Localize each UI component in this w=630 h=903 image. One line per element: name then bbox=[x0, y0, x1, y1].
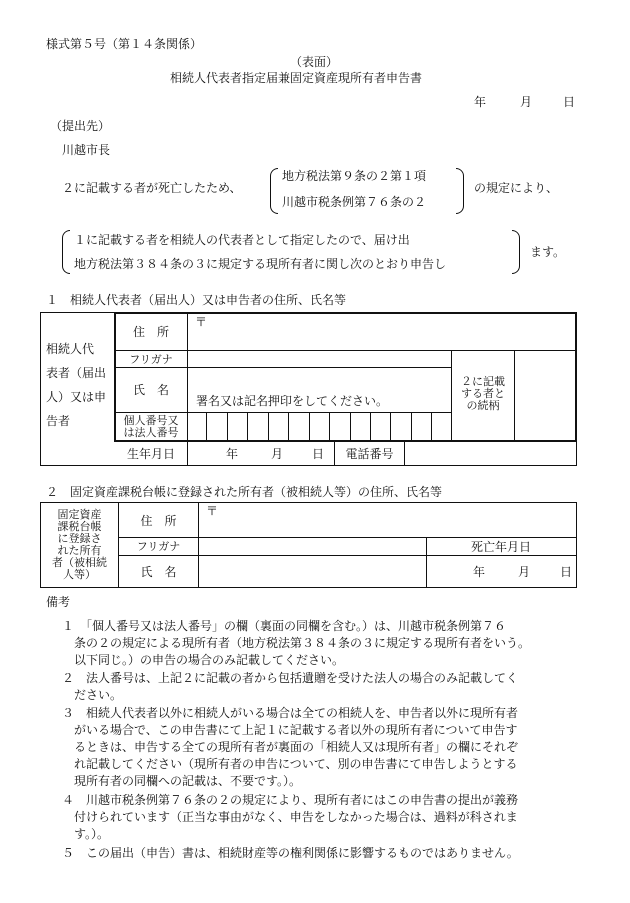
furigana-label: フリガナ bbox=[129, 352, 173, 366]
intro2-left-brace bbox=[62, 230, 70, 274]
postal-mark-icon: 〒 bbox=[206, 504, 219, 518]
intro1-left-brace bbox=[270, 168, 278, 214]
death-date-field[interactable] bbox=[427, 556, 575, 587]
birth-date-field[interactable] bbox=[189, 443, 333, 465]
submit-to: 川越市長 bbox=[62, 143, 111, 157]
furigana-field[interactable] bbox=[189, 351, 450, 367]
section2-side-line: 者（被相続 bbox=[52, 556, 107, 569]
death-year-label: 年 bbox=[473, 565, 486, 579]
note-line: １ 「個人番号又は法人番号」の欄（裏面の同欄を含む。）は、川越市税条例第７６ bbox=[62, 619, 507, 633]
intro1-suffix: の規定により、 bbox=[474, 181, 559, 195]
id-number-label bbox=[116, 413, 186, 441]
date-day-label: 日 bbox=[563, 95, 576, 109]
owner-address-label: 住 所 bbox=[140, 513, 177, 528]
note-line: ださい。 bbox=[74, 688, 123, 702]
section2-side-line: 課税台帳 bbox=[57, 520, 102, 533]
birth-month-label: 月 bbox=[271, 447, 284, 461]
owner-address-field[interactable] bbox=[200, 504, 575, 537]
relation-label bbox=[452, 374, 514, 414]
birth-day-label: 日 bbox=[312, 447, 325, 461]
section2-side-line: れた所有 bbox=[57, 544, 102, 557]
address-field[interactable] bbox=[189, 314, 575, 350]
section1-side-line: 表者（届出 bbox=[46, 366, 107, 380]
divider bbox=[404, 442, 405, 466]
section2-side-line: 固定資産 bbox=[57, 508, 102, 521]
postal-mark-icon: 〒 bbox=[195, 315, 208, 329]
section1-heading: １ 相続人代表者（届出人）又は申告者の住所、氏名等 bbox=[46, 293, 347, 307]
note-line: がいる場合で、この申告書にて上記１に記載する者以外の現所有者について申告す bbox=[74, 723, 518, 737]
note-line: 現所有者の同欄への記載は、不要です。）。 bbox=[74, 774, 302, 788]
note-line: 以下同じ。）の申告の場合のみ記載してください。 bbox=[74, 653, 345, 667]
name-field[interactable] bbox=[189, 368, 450, 412]
address-label: 住 所 bbox=[132, 325, 169, 339]
note-line: す。）。 bbox=[74, 827, 110, 841]
date-month-label: 月 bbox=[520, 95, 533, 109]
section1-side-line: 相続人代 bbox=[46, 342, 95, 356]
birth-date-label: 生年月日 bbox=[126, 447, 175, 461]
intro1-law2: 川越市税条例第７６条の２ bbox=[282, 195, 427, 209]
death-date-label: 死亡年月日 bbox=[470, 539, 531, 554]
notes-heading: 備考 bbox=[46, 595, 71, 609]
section2-side-label bbox=[41, 504, 118, 586]
relation-label-line: ２に記載 bbox=[461, 375, 505, 388]
owner-name-field[interactable] bbox=[200, 556, 425, 587]
id-number-field[interactable] bbox=[189, 413, 450, 441]
section2-heading: ２ 固定資産課税台帳に登録された所有者（被相続人等）の住所、氏名等 bbox=[46, 485, 443, 499]
intro2-line2: 地方税法第３８４条の３に規定する現所有者に関し次のとおり申告し bbox=[74, 257, 447, 271]
intro1-prefix: ２に記載する者が死亡したため、 bbox=[62, 181, 242, 195]
note-line: 付けられています（正当な事由がなく、申告をしなかった場合は、過料が科されま bbox=[74, 810, 518, 824]
page-title: 相続人代表者指定届兼固定資産現所有者申告書 bbox=[170, 71, 423, 85]
section2-side-line: に登録さ bbox=[57, 532, 102, 545]
submit-to-label: （提出先） bbox=[50, 119, 111, 133]
signature-note: 署名又は記名押印をしてください。 bbox=[196, 394, 389, 408]
divider bbox=[198, 503, 199, 587]
intro2-right-brace bbox=[512, 230, 520, 274]
note-line: ５ この届出（申告）書は、相続財産等の権利関係に影響するものではありません。 bbox=[62, 846, 519, 860]
id-number-label-line: は法人番号 bbox=[123, 426, 179, 439]
death-month-label: 月 bbox=[518, 565, 531, 579]
phone-label: 電話番号 bbox=[345, 447, 394, 461]
name-label: 氏 名 bbox=[132, 383, 169, 397]
date-year-label: 年 bbox=[474, 95, 487, 109]
section2-side-line: 人等） bbox=[63, 568, 96, 581]
intro2-suffix: ます。 bbox=[530, 245, 566, 259]
side-label: （表面） bbox=[290, 55, 339, 69]
note-line: ２ 法人番号は、上記２に記載の者から包括遺贈を受けた法人の場合のみ記載してく bbox=[62, 671, 519, 685]
section1-side-line: 告者 bbox=[46, 414, 71, 428]
note-line: ３ 相続人代表者以外に相続人がいる場合は全ての相続人を、申告者以外に現所有者 bbox=[62, 706, 519, 720]
owner-name-label: 氏 名 bbox=[140, 564, 177, 579]
note-line: ４ 川越市税条例第７６条の２の規定により、現所有者にはこの申告書の提出が義務 bbox=[62, 793, 519, 807]
note-line: 条の２の規定による現所有者（地方税法第３８４条の３に規定する現所有者をいう。 bbox=[74, 636, 531, 650]
id-number-label-line: 個人番号又 bbox=[123, 414, 179, 427]
relation-field[interactable] bbox=[515, 351, 575, 441]
section1-side-line: 人）又は申 bbox=[46, 390, 107, 404]
intro2-line1: １に記載する者を相続人の代表者として指定したので、届け出 bbox=[74, 233, 410, 247]
section1-side-label bbox=[42, 330, 114, 440]
intro1-right-brace bbox=[456, 168, 464, 214]
intro1-law1: 地方税法第９条の２第１項 bbox=[282, 169, 427, 183]
owner-furigana-field[interactable] bbox=[200, 538, 425, 555]
phone-field[interactable] bbox=[406, 443, 576, 465]
relation-label-line: する者と bbox=[461, 387, 505, 400]
note-line: るときは、申告する全ての現所有者が裏面の「相続人又は現所有者」の欄にそれぞ bbox=[74, 740, 519, 754]
form-number: 様式第５号（第１４条関係） bbox=[46, 37, 203, 51]
death-day-label: 日 bbox=[560, 565, 573, 579]
divider bbox=[187, 313, 188, 465]
relation-label-line: の続柄 bbox=[466, 399, 500, 412]
birth-year-label: 年 bbox=[226, 447, 239, 461]
note-line: れ記載してください（現所有者の申告について、別の申告書にて申告しようとする bbox=[74, 757, 518, 771]
divider bbox=[115, 441, 576, 442]
owner-furigana-label: フリガナ bbox=[136, 540, 181, 553]
